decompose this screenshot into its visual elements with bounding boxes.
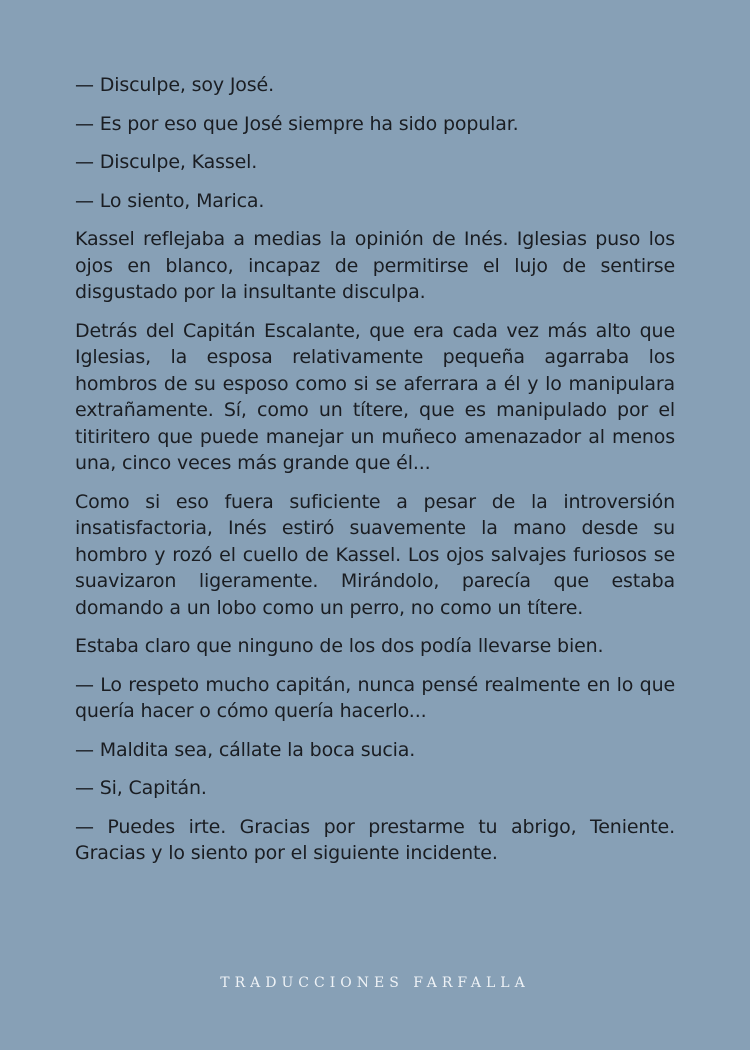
paragraph-2: — Es por eso que José siempre ha sido popular. bbox=[75, 112, 519, 135]
footer-credit: TRADUCCIONES FARFALLA bbox=[220, 975, 530, 991]
page-body bbox=[75, 72, 675, 879]
paragraph-10: — Maldita sea, cállate la boca sucia. bbox=[75, 738, 416, 761]
paragraph-3: — Disculpe, Kassel. bbox=[75, 151, 258, 173]
paragraph-8: Estaba claro que ninguno de los dos podía llevarse bien. bbox=[75, 635, 604, 657]
paragraph-5: Kassel reflejaba a medias la opinión de Inés. Iglesias puso los ojos en blanco, incapaz de permitirse el lujo de sentirse disgustado por la insultante disculpa. bbox=[75, 228, 675, 303]
paragraph-7: Como si eso fuera suficiente a pesar de la introversión insatisfactoria, Inés estiró suavemente la mano desde su hombro y rozó el cuello de Kassel. Los ojos salvajes furiosos se suavizaron ligeramente. Mirándolo, parecía que estaba domando a un lobo como un perro, no como un títere. bbox=[75, 490, 675, 619]
paragraph-12: — Puedes irte. Gracias por prestarme tu abrigo, Teniente. Gracias y lo siento por el siguiente incidente. bbox=[75, 815, 675, 864]
paragraph-4: — Lo siento, Marica. bbox=[75, 189, 265, 212]
paragraph-1: — Disculpe, soy José. bbox=[75, 74, 274, 96]
paragraph-6: Detrás del Capitán Escalante, que era cada vez más alto que Iglesias, la esposa relativamente pequeña agarraba los hombros de su esposo como si se aferrara a él y lo manipulara extrañamente. Sí, como un títere, que es manipulado por el titiritero que puede manejar un muñeco amenazador al menos una, cinco veces más grande que él... bbox=[75, 319, 675, 474]
paragraph-9: — Lo respeto mucho capitán, nunca pensé realmente en lo que quería hacer o cómo quería hacerlo... bbox=[75, 673, 675, 722]
paragraph-11: — Si, Capitán. bbox=[75, 777, 207, 799]
